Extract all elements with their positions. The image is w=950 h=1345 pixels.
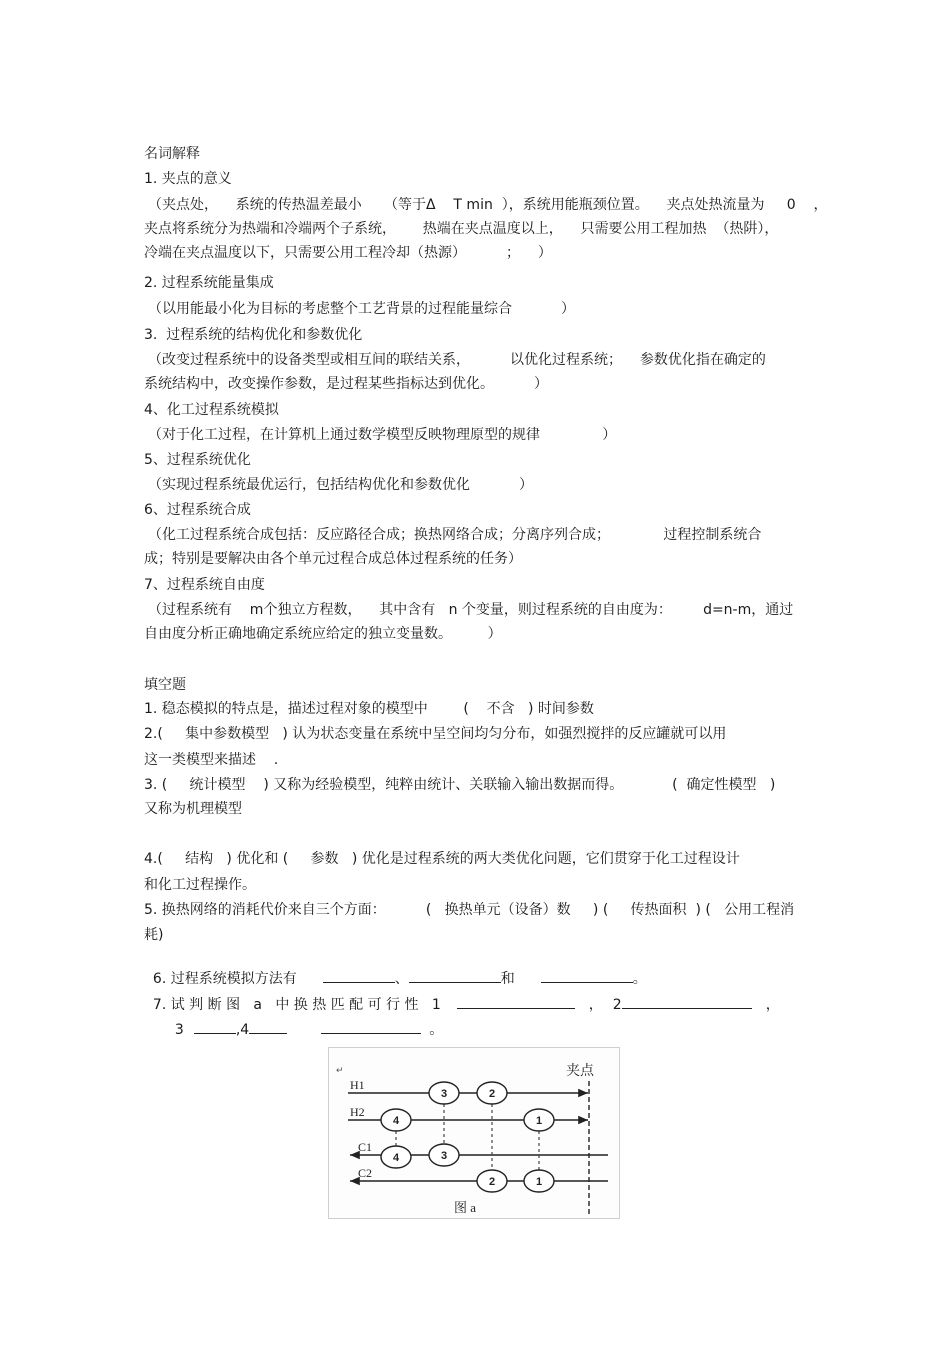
exchanger-4-hot-label: 4: [392, 1115, 400, 1127]
exchanger-1-cold-label: 1: [535, 1176, 543, 1188]
q7-blank-5[interactable]: [321, 1019, 421, 1034]
exchanger-2-hot: [477, 1082, 507, 1104]
q5-line2: 耗): [144, 927, 164, 943]
q2-line2: 这一类模型来描述 .: [144, 752, 279, 768]
stream-h2-label: H2: [350, 1105, 365, 1119]
item6-title: 6、过程系统合成: [144, 502, 251, 518]
item2-line1: （以用能最小化为目标的考虑整个工艺背景的过程能量综合 ）: [148, 301, 575, 317]
q1-line: 1. 稳态模拟的特点是，描述过程对象的模型中 ( 不含 ) 时间参数: [144, 701, 594, 717]
q7-comma-2: ，: [765, 997, 780, 1013]
section2-heading: 填空题: [144, 677, 186, 693]
q7-blank-4[interactable]: [249, 1019, 287, 1034]
item4-line1: （对于化工过程，在计算机上通过数学模型反映物理原型的规律 ）: [148, 427, 617, 443]
item1-title: 1. 夹点的意义: [144, 171, 232, 187]
exchanger-3-cold-label: 3: [440, 1150, 448, 1162]
q6-prefix: 6. 过程系统模拟方法有: [152, 971, 297, 987]
pinch-label: 夹点: [566, 1064, 594, 1079]
q7-end: 。: [429, 1022, 444, 1038]
item4-title: 4、化工过程系统模拟: [144, 402, 279, 418]
q5-line1: 5. 换热网络的消耗代价来自三个方面： ( 换热单元（设备）数 ) ( 传热面积 ) ( 公用工程消: [144, 902, 795, 918]
item7-line1: （过程系统有 m个独立方程数， 其中含有 n 个变量，则过程系统的自由度为： d=n-m，通过: [148, 602, 794, 618]
item5-line1: （实现过程系统最优运行，包括结构优化和参数优化 ）: [148, 477, 533, 493]
exchanger-4-hot: [381, 1109, 411, 1131]
section1-heading: 名词解释: [144, 146, 200, 162]
exchanger-1-cold: [524, 1170, 554, 1192]
stream-c2-label: C2: [358, 1166, 373, 1180]
q7-blank-1[interactable]: [457, 994, 575, 1009]
heat-exchange-network-figure: [328, 1047, 620, 1219]
q7-text: 7. 试 判 断 图 a 中 换 热 匹 配 可 行 性 1: [152, 997, 441, 1013]
q7-label-3: 3: [174, 1022, 184, 1038]
item1-line1: （夹点处， 系统的传热温差最小 （等于Δ T min ），系统用能瓶颈位置。 夹点处热流量为 0 ，: [148, 197, 828, 213]
q4-line2: 和化工过程操作。: [144, 877, 256, 893]
q7-label-4: ,4: [235, 1022, 250, 1038]
q7-label-2: 2: [612, 997, 622, 1013]
q7-comma-1: ，: [588, 997, 603, 1013]
q7-blank-2[interactable]: [622, 994, 752, 1009]
item5-title: 5、过程系统优化: [144, 452, 251, 468]
exchanger-4-cold-label: 4: [392, 1152, 400, 1164]
exchanger-2-cold: [477, 1170, 507, 1192]
q6-separator-2: 和: [500, 971, 515, 987]
item1-line2: 夹点将系统分为热端和冷端两个子系统， 热端在夹点温度以上， 只需要公用工程加热 （热阱），: [144, 221, 779, 237]
item6-line2: 成；特别是要解决由各个单元过程合成总体过程系统的任务）: [144, 551, 522, 567]
exchanger-3-cold: [429, 1144, 459, 1166]
q7-blank-3[interactable]: [194, 1019, 236, 1034]
stream-h1-label: H1: [350, 1078, 365, 1092]
q7-line2: [166, 1001, 443, 1039]
item6-line1: （化工过程系统合成包括：反应路径合成；换热网络合成；分离序列合成； 过程控制系统合: [148, 527, 762, 543]
item3-line2: 系统结构中，改变操作参数，是过程某些指标达到优化。 ）: [144, 376, 549, 392]
exchanger-2-cold-label: 2: [488, 1176, 496, 1188]
q4-line1: 4.( 结构 ) 优化和 ( 参数 ) 优化是过程系统的两大类优化问题，它们贯穿于化工过程设计: [144, 851, 740, 867]
q2-line1: 2.( 集中参数模型 ) 认为状态变量在系统中呈空间均匀分布，如强烈搅拌的反应罐就可以用: [144, 726, 727, 742]
exchanger-4-cold: [381, 1146, 411, 1168]
item2-title: 2. 过程系统能量集成: [144, 275, 274, 291]
item3-title: 3. 过程系统的结构优化和参数优化: [144, 327, 363, 343]
svg-text:↵: ↵: [336, 1065, 344, 1075]
item1-line3: 冷端在夹点温度以下，只需要公用工程冷却（热源） ； ）: [144, 245, 552, 261]
exchanger-3-hot: [429, 1082, 459, 1104]
item7-title: 7、过程系统自由度: [144, 577, 265, 593]
exchanger-2-hot-label: 2: [488, 1088, 496, 1100]
q6-separator-1: 、: [394, 971, 409, 987]
stream-c1-label: C1: [358, 1140, 373, 1154]
figure-caption: 图 a: [454, 1200, 477, 1215]
q3-line2: 又称为机理模型: [144, 801, 242, 817]
item3-line1: （改变过程系统中的设备类型或相互间的联结关系， 以优化过程系统； 参数优化指在确定的: [148, 352, 766, 368]
q3-line1: 3. ( 统计模型 ) 又称为经验模型，纯粹由统计、关联输入输出数据而得。 ( 确定性模型 ): [144, 777, 776, 793]
exchanger-1-hot-label: 1: [535, 1115, 543, 1127]
exchanger-1-hot: [524, 1109, 554, 1131]
q6-end: 。: [632, 971, 647, 987]
exchanger-3-hot-label: 3: [440, 1088, 448, 1100]
item7-line2: 自由度分析正确地确定系统应给定的独立变量数。 ）: [144, 626, 502, 642]
